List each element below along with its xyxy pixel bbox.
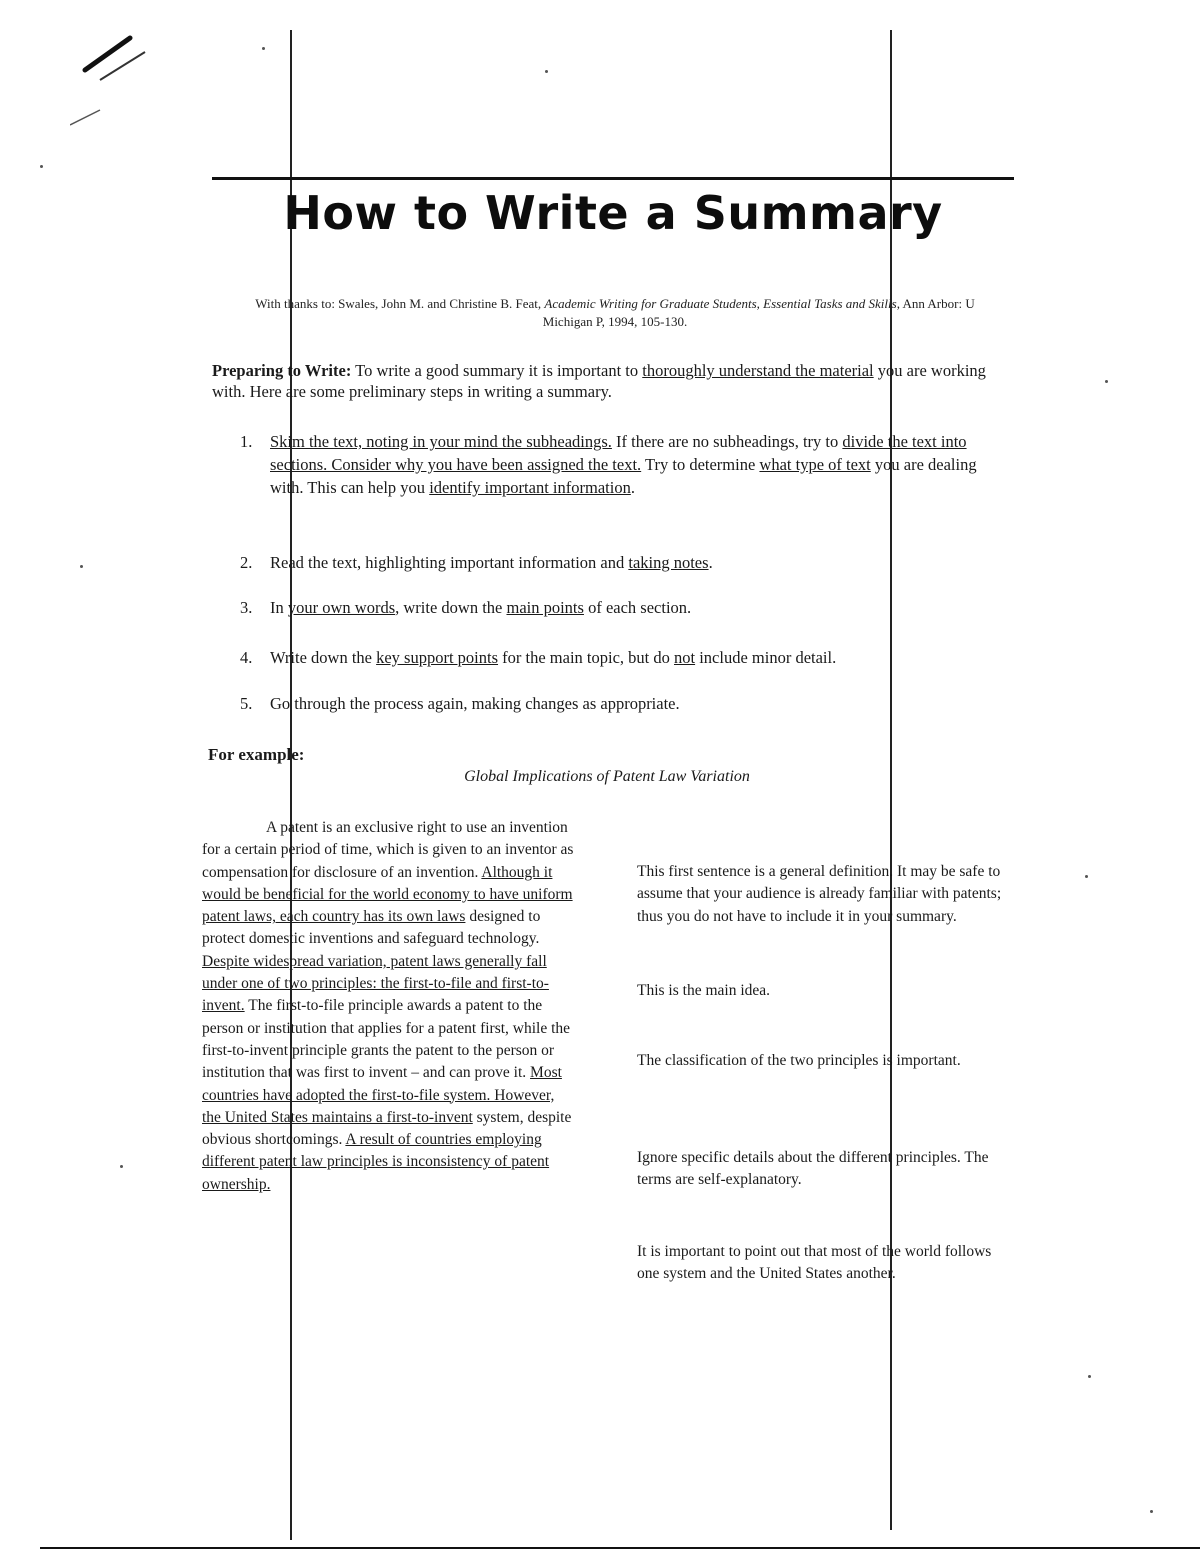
step-underlined-text: identify important information [429,478,631,497]
margin-note: The classification of the two principles is important. [637,1052,961,1069]
passage-plain-text: system, despite obvious shortcomings. [202,1108,572,1149]
intro-text: To write a good summary it is important to [351,361,643,380]
scan-speck [262,47,265,50]
bottom-rule [40,1547,1200,1549]
step-text [270,646,1000,669]
step-underlined-text: taking notes [628,553,709,572]
passage-underlined-text: Most countries have adopted the first-to-file system. However, the United States maintains a first-to-invent [202,1064,562,1126]
step-plain-text: , write down the [395,598,507,617]
step-number: 5. [240,694,253,713]
step-item [240,596,1000,619]
intro-paragraph [212,360,1002,402]
top-rule [212,177,1014,180]
passage-underlined-text: Although it would be beneficial for the world economy to have uniform patent laws, each country has its own laws [202,863,573,926]
step-plain-text: Read the text, highlighting important information and [270,553,629,572]
example-passage [202,817,574,1196]
step-plain-text: you are dealing with. This can help you [270,455,977,497]
scan-speck [1085,875,1088,878]
step-underlined-text: not [674,648,696,667]
step-number: 2. [240,553,253,572]
intro-underlined: thoroughly understand the material [642,361,874,380]
passage-plain-text: The first-to-file principle awards a patent to the person or institution that applies for a patent first, while the first-to-invent principle grants the patent to the person or institution that was first to invent – and can prove it. [202,997,571,1082]
step-plain-text: Write down the [270,648,377,667]
scan-speck [545,70,548,73]
margin-note: This is the main idea. [637,982,771,999]
step-underlined-text: divide the text into sections. Consider why you have been assigned the text. [270,432,967,474]
step-item [240,646,1000,669]
scan-speck [1105,380,1108,383]
step-item [240,692,1000,715]
step-underlined-text: key support points [376,648,499,667]
passage-plain-text: designed to protect domestic inventions and safeguard technology. [202,908,541,948]
margin-note: It is important to point out that most of the world follows one system and the United States another. [637,1243,992,1283]
step-text [270,430,1000,499]
step-plain-text: of each section. [583,598,692,617]
example-title: Global Implications of Patent Law Variation [464,768,750,785]
margin-note: Ignore specific details about the different principles. The terms are self-explanatory. [637,1149,989,1189]
step-underlined-text: your own words [287,598,396,617]
intro-text-end: you are working with. Here are some preliminary steps in writing a summary. [212,361,986,401]
step-plain-text: In [270,598,288,617]
scan-speck [1150,1510,1153,1513]
passage-underlined-text: Despite widespread variation, patent laws generally fall under one of two principles: the first-to-file and first-to-invent. [202,952,549,1015]
step-text [270,692,1000,715]
step-plain-text: include minor detail. [695,648,837,667]
step-underlined-text: Skim the text, noting in your mind the subheadings. [270,432,612,451]
scan-speck [120,1165,123,1168]
scan-speck [80,565,83,568]
passage-underlined-text: A result of countries employing different patent law principles is inconsistency of patent ownership. [202,1131,550,1193]
step-plain-text: If there are no subheadings, try to [611,432,843,451]
intro-label: Preparing to Write: [212,361,352,380]
page-title: How to Write a Summary [283,186,943,240]
scan-speck [40,165,43,168]
step-plain-text: . [630,478,635,497]
credit-suffix: , Ann Arbor: U Michigan P, 1994, 105-130. [542,296,975,329]
step-number: 1. [240,432,253,451]
step-number: 4. [240,648,253,667]
step-plain-text: Go through the process again, making changes as appropriate. [270,694,680,713]
step-plain-text: . [708,553,713,572]
credit-prefix: With thanks to: Swales, John M. and Christine B. Feat, [255,296,545,311]
step-text [270,551,1000,574]
passage-plain-text: A patent is an exclusive right to use an invention for a certain period of time, which is given to an inventor as compensation for disclosure of an invention. [202,819,574,881]
step-plain-text: Try to determine [641,455,760,474]
step-underlined-text: main points [506,598,584,617]
step-underlined-text: what type of text [759,455,871,474]
example-label: For example: [208,745,305,764]
margin-note: This first sentence is a general definition. It may be safe to assume that your audience is already familiar with patents; thus you do not have to include it in your summary. [637,863,1002,925]
step-item [240,551,1000,574]
pen-scribble-mark [70,30,190,140]
step-text [270,596,1000,619]
credit-book-title: Academic Writing for Graduate Students, Essential Tasks and Skills [544,296,897,311]
step-number: 3. [240,598,253,617]
step-item [240,430,1000,499]
scan-speck [1088,1375,1091,1378]
step-plain-text: for the main topic, but do [498,648,674,667]
credit-line [230,295,1000,331]
